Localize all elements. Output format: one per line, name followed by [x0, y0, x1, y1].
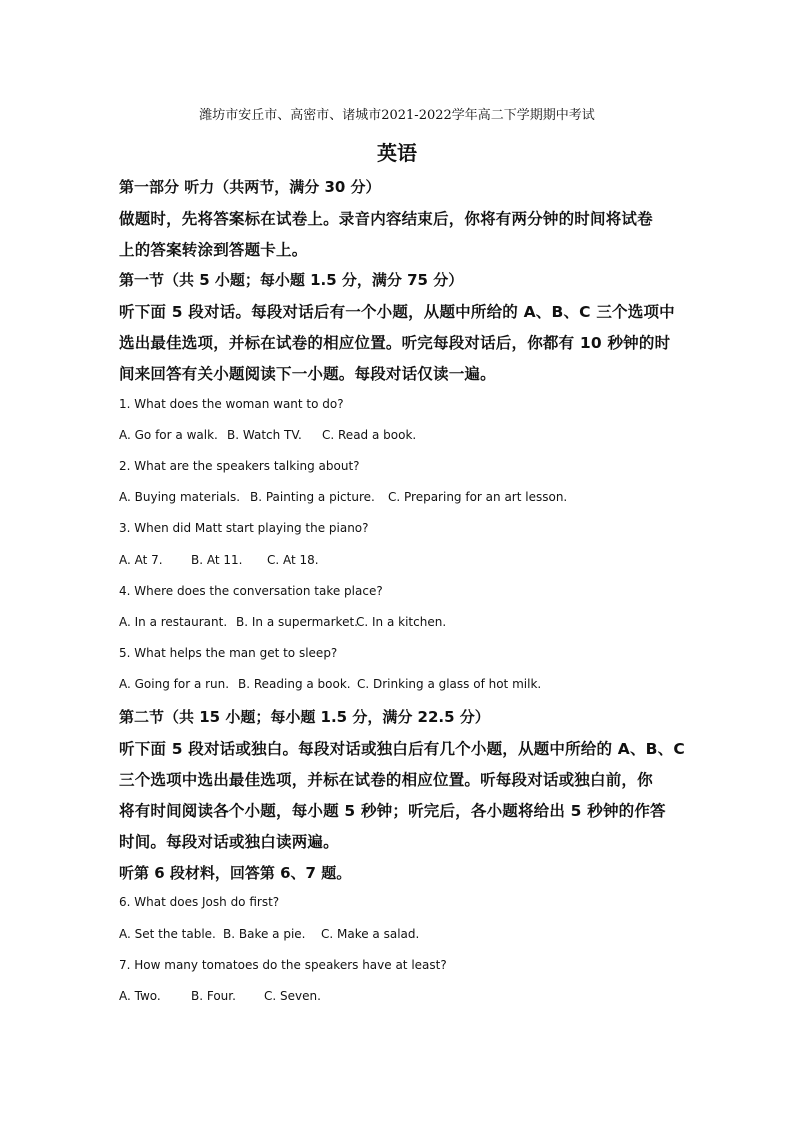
section1-title: 第一节（共 5 小题；每小题 1.5 分，满分 75 分） — [119, 271, 464, 289]
option-b: B. Painting a picture. — [250, 490, 375, 504]
option-c: C. Preparing for an art lesson. — [388, 490, 568, 504]
question-7-options — [119, 989, 321, 1003]
option-c: C. Read a book. — [322, 428, 417, 442]
question-5: 5. What helps the man get to sleep? — [119, 646, 338, 660]
option-a: A. In a restaurant. — [119, 615, 228, 629]
option-c: C. At 18. — [267, 553, 319, 567]
question-6: 6. What does Josh do first? — [119, 895, 280, 909]
section1-instruction-line-1: 听下面 5 段对话。每段对话后有一个小题，从题中所给的 A、B、C 三个选项中 — [119, 303, 675, 321]
option-b: B. Bake a pie. — [223, 927, 306, 941]
question-3: 3. When did Matt start playing the piano? — [119, 521, 369, 535]
option-a: A. Go for a walk. — [119, 428, 218, 442]
part1-title: 第一部分 听力（共两节，满分 30 分） — [119, 178, 381, 196]
section2-instruction-line-2: 三个选项中选出最佳选项，并标在试卷的相应位置。听每段对话或独白前，你 — [119, 771, 653, 789]
question-2: 2. What are the speakers talking about? — [119, 459, 360, 473]
question-7: 7. How many tomatoes do the speakers have at least? — [119, 958, 447, 972]
section1-instruction-line-2: 选出最佳选项，并标在试卷的相应位置。听完每段对话后，你都有 10 秒钟的时 — [119, 334, 671, 352]
question-3-options — [119, 553, 319, 567]
option-a: A. Set the table. — [119, 927, 216, 941]
question-1-options — [119, 428, 416, 442]
option-c: C. Make a salad. — [321, 927, 420, 941]
option-c: C. Seven. — [264, 989, 321, 1003]
option-a: A. Two. — [119, 989, 161, 1003]
question-6-options — [119, 927, 419, 941]
section1-instruction-line-3: 间来回答有关小题阅读下一小题。每段对话仅读一遍。 — [119, 365, 496, 383]
section2-title: 第二节（共 15 小题；每小题 1.5 分，满分 22.5 分） — [119, 708, 490, 726]
option-a: A. At 7. — [119, 553, 163, 567]
section2-instruction-line-4: 时间。每段对话或独白读两遍。 — [119, 833, 339, 851]
option-b: B. Watch TV. — [227, 428, 302, 442]
question-2-options — [119, 490, 567, 504]
section2-instruction-line-3: 将有时间阅读各个小题，每小题 5 秒钟；听完后，各小题将给出 5 秒钟的作答 — [119, 802, 666, 820]
option-b: B. At 11. — [191, 553, 243, 567]
option-a: A. Buying materials. — [119, 490, 241, 504]
option-b: B. In a supermarket. — [236, 615, 358, 629]
option-b: B. Reading a book. — [238, 677, 351, 691]
school-title: 潍坊市安丘市、高密市、诸城市2021-2022学年高二下学期期中考试 — [199, 108, 595, 123]
question-1: 1. What does the woman want to do? — [119, 397, 344, 411]
option-b: B. Four. — [191, 989, 236, 1003]
material-6-heading: 听第 6 段材料，回答第 6、7 题。 — [119, 864, 352, 882]
question-4-options — [119, 615, 446, 629]
question-4: 4. Where does the conversation take place? — [119, 584, 383, 598]
question-5-options — [119, 677, 541, 691]
part1-instruction-line-2: 上的答案转涂到答题卡上。 — [119, 241, 308, 259]
option-a: A. Going for a run. — [119, 677, 230, 691]
part1-instruction-line-1: 做题时，先将答案标在试卷上。录音内容结束后，你将有两分钟的时间将试卷 — [119, 210, 653, 228]
option-c: C. Drinking a glass of hot milk. — [357, 677, 542, 691]
option-c: C. In a kitchen. — [356, 615, 447, 629]
subject-title: 英语 — [377, 141, 417, 165]
section2-instruction-line-1: 听下面 5 段对话或独白。每段对话或独白后有几个小题，从题中所给的 A、B、C — [119, 740, 685, 758]
